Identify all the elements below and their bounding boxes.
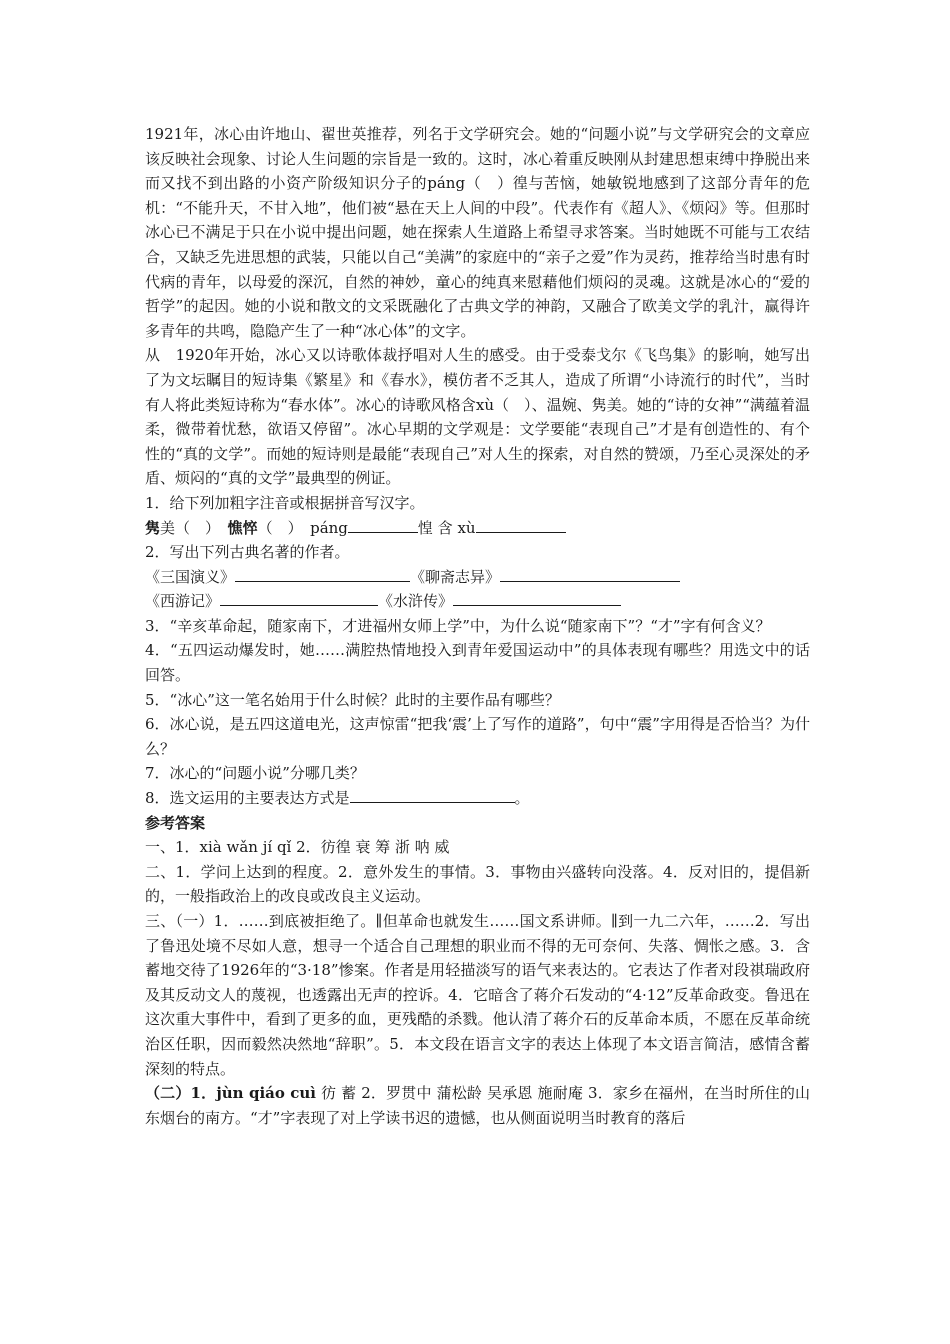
answer-blank[interactable] [348, 518, 418, 533]
answer-2: 二、1．学问上达到的程度。2．意外发生的事情。3．事物由兴盛转向没落。4．反对旧的，提倡新的，一般指政治上的改良或改良主义运动。 [145, 862, 810, 906]
answer-1: 一、1．xià wǎn jí qǐ 2．彷徨 衰 筹 浙 呐 威 [145, 838, 450, 857]
book-title: 《聊斋志异》 [410, 567, 501, 586]
question-1-items [145, 516, 810, 541]
question-7: 7．冰心的“问题小说”分哪几类？ [145, 764, 365, 783]
question-1: 1．给下列加粗字注音或根据拼音写汉字。 [145, 493, 425, 512]
q8-end: 。 [514, 789, 530, 808]
answer-4-text: 彷 蓄 2．罗贯中 蒲松龄 吴承恩 施耐庵 3．家乡在福州，在当时所住的山东烟台的南方。“才”字表现了对上学读书迟的遗憾，也从侧面说明当时教育的落后 [145, 1084, 810, 1127]
answer-4-bold: （二）1．jùn qiáo cuì [145, 1084, 317, 1103]
q1-item-d: 惶 含 xù [417, 518, 476, 537]
question-2-row-2 [145, 589, 810, 614]
answer-blank[interactable] [453, 591, 621, 606]
document-page [145, 122, 810, 1130]
answer-3: 三、（一）1．……到底被拒绝了。∥但革命也就发生……国文系讲师。∥到一九二六年，……2．写出了鲁迅处境不尽如人意，想寻一个适合自己理想的职业而不得的无可奈何、失落、惆怅之感。3．含蓄地交待了1926年的“3·18”惨案。作者是用轻描淡写的语气来表达的。它表达了作者对段祺瑞政府及其反动文人的蔑视，也透露出无声的控诉。4．它暗含了蒋介石发动的“4·12”反革命政变。鲁迅在这次重大事件中，看到了更多的血，更残酷的杀戮。他认清了蒋介石的反革命本质，不愿在反革命统治区任职，因而毅然决然地“辞职”。5．本文段在语言文字的表达上体现了本文语言简洁，感情含蓄深刻的特点。 [145, 912, 810, 1078]
q1-item-a: 美（ ） [160, 518, 213, 537]
question-2: 2．写出下列古典名著的作者。 [145, 543, 350, 562]
answer-4 [145, 1081, 810, 1130]
question-8 [145, 786, 810, 811]
q1-item-b: （ ） [257, 518, 296, 537]
question-4: 4．“五四运动爆发时，她……满腔热情地投入到青年爱国运动中”的具体表现有哪些？用选文中的话回答。 [145, 641, 810, 685]
book-title: 《三国演义》 [145, 567, 236, 586]
book-title: 《水浒传》 [378, 592, 454, 611]
q1-bold-char-b: 憔悴 [227, 518, 258, 537]
answer-blank[interactable] [220, 591, 378, 606]
answer-blank[interactable] [350, 788, 515, 803]
q1-bold-char-a: 隽 [145, 518, 161, 537]
q8-text: 8．选文运用的主要表达方式是 [145, 789, 350, 808]
answer-blank[interactable] [235, 567, 410, 582]
q1-item-c: páng [310, 518, 348, 537]
question-3: 3．“辛亥革命起，随家南下，才进福州女师上学”中，为什么说“随家南下”？“才”字有何含义？ [145, 616, 771, 635]
question-2-row-1 [145, 565, 810, 590]
answer-blank[interactable] [500, 567, 680, 582]
passage-paragraph-2: 从 1920年开始，冰心又以诗歌体裁抒唱对人生的感受。由于受泰戈尔《飞鸟集》的影响，她写出了为文坛瞩目的短诗集《繁星》和《春水》，模仿者不乏其人，造成了所谓“小诗流行的时代”，当时有人将此类短诗称为“春水体”。冰心的诗歌风格含xù（ ）、温婉、隽美。她的“诗的女神”“满蕴着温柔，微带着忧愁，欲语又停留”。冰心早期的文学观是：文学要能“表现自己”才是有创造性的、有个性的“真的文学”。而她的短诗则是最能“表现自己”对人生的探索，对自然的赞颂，乃至心灵深处的矛盾、烦闷的“真的文学”最典型的例证。 [145, 346, 810, 488]
answer-blank[interactable] [476, 518, 566, 533]
book-title: 《西游记》 [145, 592, 221, 611]
passage-paragraph-1: 1921年，冰心由许地山、翟世英推荐，列名于文学研究会。她的“问题小说”与文学研究会的文章应该反映社会现象、讨论人生问题的宗旨是一致的。这时，冰心着重反映刚从封建思想束缚中挣脱出来而又找不到出路的小资产阶级知识分子的páng（ ）徨与苦恼，她敏锐地感到了这部分青年的危机：“不能升天，不甘入地”，他们被“悬在天上人间的中段”。代表作有《超人》、《烦闷》等。但那时冰心已不满足于只在小说中提出问题，她在探索人生道路上希望寻求答案。当时她既不可能与工农结合，又缺乏先进思想的武装，只能以自己“美满”的家庭中的“亲子之爱”作为灵药，推荐给当时患有时代病的青年，以母爱的深沉，自然的神妙，童心的纯真来慰藉他们烦闷的灵魂。这就是冰心的“爱的哲学”的起因。她的小说和散文的文采既融化了古典文学的神韵，又融合了欧美文学的乳汁，赢得许多青年的共鸣，隐隐产生了一种“冰心体”的文字。 [145, 125, 810, 340]
answers-heading: 参考答案 [145, 813, 206, 832]
question-6: 6．冰心说，是五四这道电光，这声惊雷“把我‘震’上了写作的道路”，句中“震”字用得是否恰当？为什么？ [145, 715, 810, 758]
question-5: 5．“冰心”这一笔名始用于什么时候？此时的主要作品有哪些？ [145, 690, 560, 709]
